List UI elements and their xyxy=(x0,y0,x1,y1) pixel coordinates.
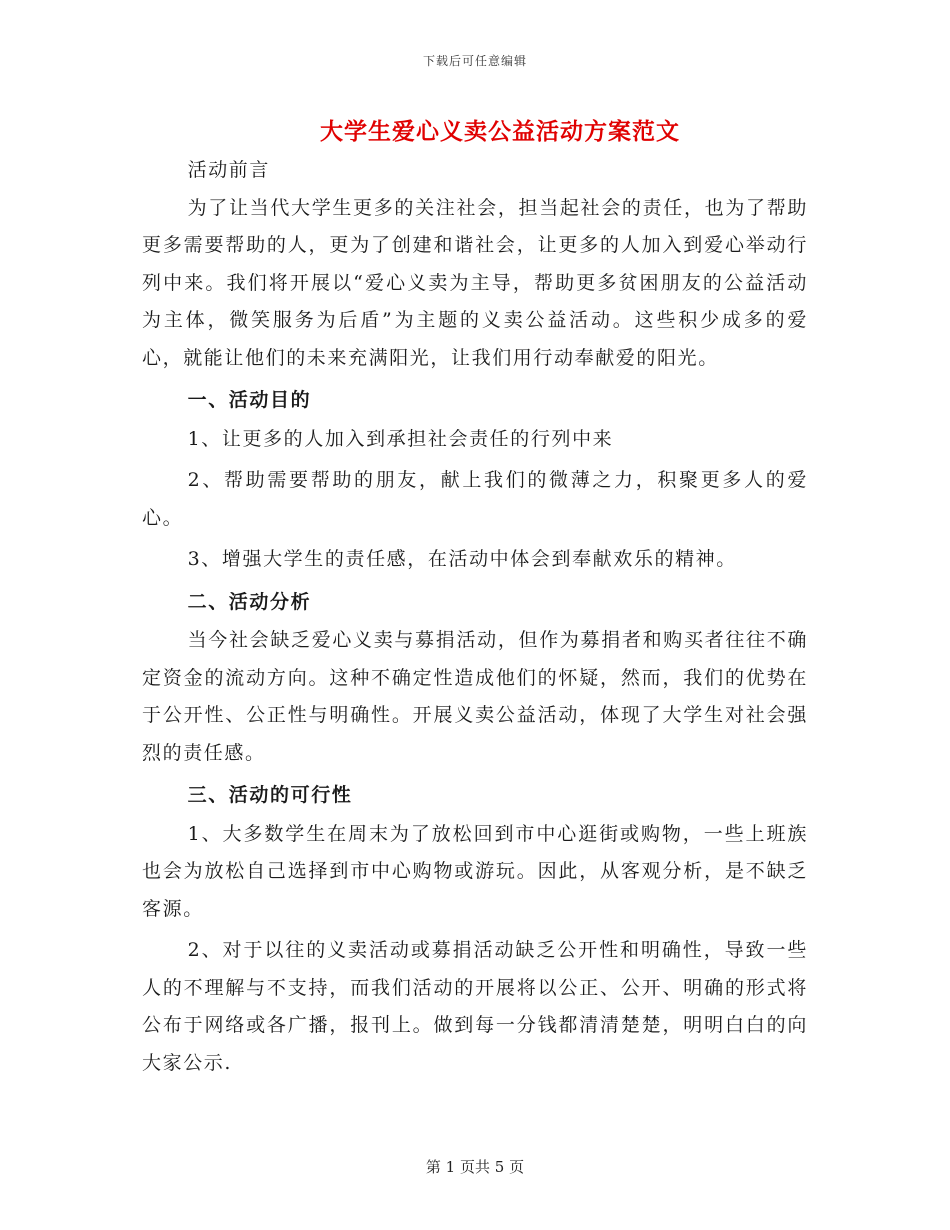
preface-paragraph: 为了让当代大学生更多的关注社会，担当起社会的责任，也为了帮助更多需要帮助的人，更为了创建和谐社会，让更多的人加入到爱心举动行列中来。我们将开展以“爱心义卖为主导，帮助更多贫困朋友的公益活动为主体，微笑服务为后盾”为主题的义卖公益活动。这些积少成多的爱心，就能让他们的未来充满阳光，让我们用行动奉献爱的阳光。 xyxy=(142,196,808,369)
header-note: 下载后可任意编辑 xyxy=(422,54,527,68)
analysis-paragraph: 当今社会缺乏爱心义卖与募捐活动，但作为募捐者和购买者往往不确定资金的流动方向。这种不确定性造成他们的怀疑，然而，我们的优势在于公开性、公正性与明确性。开展义卖公益活动，体现了大学生对社会强烈的责任感。 xyxy=(142,629,808,764)
section-heading-purpose: 一、活动目的 xyxy=(187,389,312,411)
document-title: 大学生爱心义卖公益活动方案范文 xyxy=(320,118,680,145)
feasibility-item: 1、大多数学生在周末为了放松回到市中心逛街或购物，一些上班族也会为放松自己选择到市中心购物或游玩。因此，从客观分析，是不缺乏客源。 xyxy=(142,822,808,920)
preface-label: 活动前言 xyxy=(187,159,270,181)
document-body xyxy=(142,152,808,1082)
purpose-item: 2、帮助需要帮助的朋友，献上我们的微薄之力，积聚更多人的爱心。 xyxy=(142,469,808,529)
page-number: 第 1 页共 5 页 xyxy=(425,1158,525,1176)
section-heading-feasibility: 三、活动的可行性 xyxy=(187,784,353,806)
purpose-item: 1、让更多的人加入到承担社会责任的行列中来 xyxy=(187,427,614,450)
section-heading-analysis: 二、活动分析 xyxy=(187,590,312,613)
feasibility-item: 2、对于以往的义卖活动或募捐活动缺乏公开性和明确性，导致一些人的不理解与不支持，而我们活动的开展将以公正、公开、明确的形式将公布于网络或各广播，报刊上。做到每一分钱都清清楚楚，明明白白的向大家公示. xyxy=(142,939,808,1074)
purpose-item: 3、增强大学生的责任感，在活动中体会到奉献欢乐的精神。 xyxy=(187,548,737,570)
